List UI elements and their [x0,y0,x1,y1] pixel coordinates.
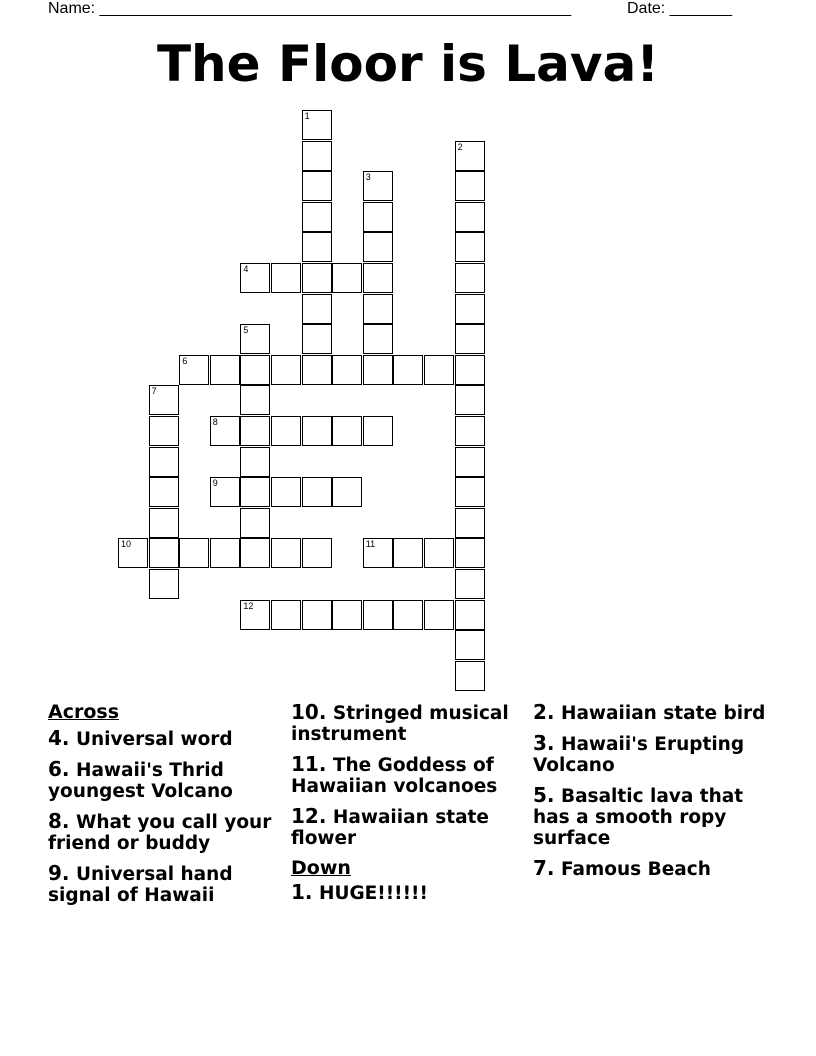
crossword-cell[interactable] [455,232,485,262]
crossword-cell[interactable] [363,324,393,354]
crossword-cell[interactable] [240,600,270,630]
crossword-cell[interactable] [332,416,362,446]
crossword-cell[interactable] [302,324,332,354]
cell-number: 3 [365,172,371,183]
crossword-cell[interactable] [455,324,485,354]
crossword-cell[interactable] [455,416,485,446]
crossword-cell[interactable] [240,538,270,568]
crossword-cell[interactable] [455,263,485,293]
clue-across-11: 11. The Goddess of Hawaiian volcanoes [291,752,498,797]
crossword-cell[interactable] [332,355,362,385]
crossword-cell[interactable] [210,416,240,446]
crossword-cell[interactable] [393,355,423,385]
cell-number: 9 [212,478,218,489]
page-title: The Floor is Lava! [156,35,660,93]
crossword-cell[interactable] [240,508,270,538]
cell-number: 4 [243,264,249,274]
crossword-cell[interactable] [149,447,179,477]
crossword-cell[interactable] [271,477,301,507]
crossword-cell[interactable] [455,569,485,599]
crossword-cell[interactable] [118,538,148,568]
clue-down-5: 5. Basaltic lava that has a smooth ropy surface [533,783,744,849]
crossword-cell[interactable] [332,477,362,507]
crossword-cell[interactable] [302,538,332,568]
crossword-cell[interactable] [363,355,393,385]
crossword-cell[interactable] [240,477,270,507]
crossword-cell[interactable] [302,171,332,201]
crossword-cell[interactable] [271,538,301,568]
crossword-cell[interactable] [455,477,485,507]
clue-across-8: 8. What you call your friend or buddy [48,809,272,854]
crossword-cell[interactable] [393,538,423,568]
crossword-cell[interactable] [455,508,485,538]
crossword-cell[interactable] [393,600,423,630]
clue-across-9: 9. Universal hand signal of Hawaii [48,861,233,906]
crossword-cell[interactable] [271,263,301,293]
clue-down-2: 2. Hawaiian state bird [533,700,766,724]
crossword-cell[interactable] [302,263,332,293]
crossword-cell[interactable] [302,110,332,140]
crossword-cell[interactable] [302,355,332,385]
crossword-cell[interactable] [302,477,332,507]
crossword-cell[interactable] [210,355,240,385]
crossword-cell[interactable] [455,661,485,691]
clue-across-4: 4. Universal word [48,726,233,750]
crossword-cell[interactable] [455,171,485,201]
crossword-cell[interactable] [455,600,485,630]
cell-number: 5 [243,325,249,336]
date-label: Date: [627,0,670,17]
crossword-cell[interactable] [455,141,485,171]
crossword-cell[interactable] [240,385,270,415]
cell-number: 10 [121,539,132,550]
clue-across-6: 6. Hawaii's Thrid youngest Volcano [48,757,233,802]
cell-number: 8 [212,417,218,427]
clue-down-3: 3. Hawaii's Erupting Volcano [533,731,745,776]
crossword-cell[interactable] [424,538,454,568]
crossword-cell[interactable] [179,538,209,568]
cell-number: 2 [457,141,463,152]
clue-down-1: 1. HUGE!!!!!! [291,880,428,904]
crossword-cell[interactable] [455,630,485,660]
crossword-cell[interactable] [424,600,454,630]
crossword-cell[interactable] [455,202,485,232]
clues-column-1 [48,702,280,915]
name-label: Name: [48,0,100,17]
crossword-cell[interactable] [363,416,393,446]
crossword-cell[interactable] [149,508,179,538]
crossword-cell[interactable] [149,385,179,415]
crossword-cell[interactable] [302,416,332,446]
crossword-cell[interactable] [271,355,301,385]
clue-across-10: 10. Stringed musical instrument [291,700,509,745]
cell-number: 6 [182,355,188,366]
crossword-cell[interactable] [302,600,332,630]
crossword-cell[interactable] [271,416,301,446]
cell-number: 11 [365,539,376,550]
crossword-cell[interactable] [302,141,332,171]
crossword-cell[interactable] [363,263,393,293]
crossword-cell[interactable] [149,477,179,507]
crossword-cell[interactable] [332,600,362,630]
crossword-cell[interactable] [149,569,179,599]
crossword-cell[interactable] [302,294,332,324]
crossword-cell[interactable] [363,294,393,324]
crossword-cell[interactable] [363,600,393,630]
crossword-cell[interactable] [455,538,485,568]
crossword-cell[interactable] [149,416,179,446]
crossword-cell[interactable] [363,538,393,568]
cell-number: 7 [151,386,157,397]
crossword-cell[interactable] [240,447,270,477]
down-heading: Down [291,857,351,879]
clues-column-3 [533,702,773,889]
crossword-cell[interactable] [363,171,393,201]
across-heading: Across [48,701,120,723]
crossword-cell[interactable] [240,416,270,446]
crossword-cell[interactable] [424,355,454,385]
crossword-cell[interactable] [179,355,209,385]
crossword-cell[interactable] [332,263,362,293]
crossword-cell[interactable] [210,477,240,507]
crossword-cell[interactable] [271,600,301,630]
crossword-cell[interactable] [363,232,393,262]
crossword-cell[interactable] [455,355,485,385]
crossword-cell[interactable] [210,538,240,568]
crossword-cell[interactable] [302,232,332,262]
date-blank: _______ [669,0,732,17]
crossword-cell[interactable] [455,385,485,415]
crossword-cell[interactable] [455,294,485,324]
cell-number: 12 [243,600,254,611]
crossword-cell[interactable] [149,538,179,568]
clue-down-7: 7. Famous Beach [533,856,711,880]
crossword-cell[interactable] [455,447,485,477]
crossword-cell[interactable] [240,355,270,385]
clues-column-2 [291,702,523,913]
crossword-cell[interactable] [240,263,270,293]
cell-number: 1 [304,111,310,121]
name-blank: _____________________________________________________ [99,0,572,17]
crossword-cell[interactable] [363,202,393,232]
crossword-cell[interactable] [302,202,332,232]
clue-across-12: 12. Hawaiian state flower [291,804,489,849]
crossword-cell[interactable] [240,324,270,354]
